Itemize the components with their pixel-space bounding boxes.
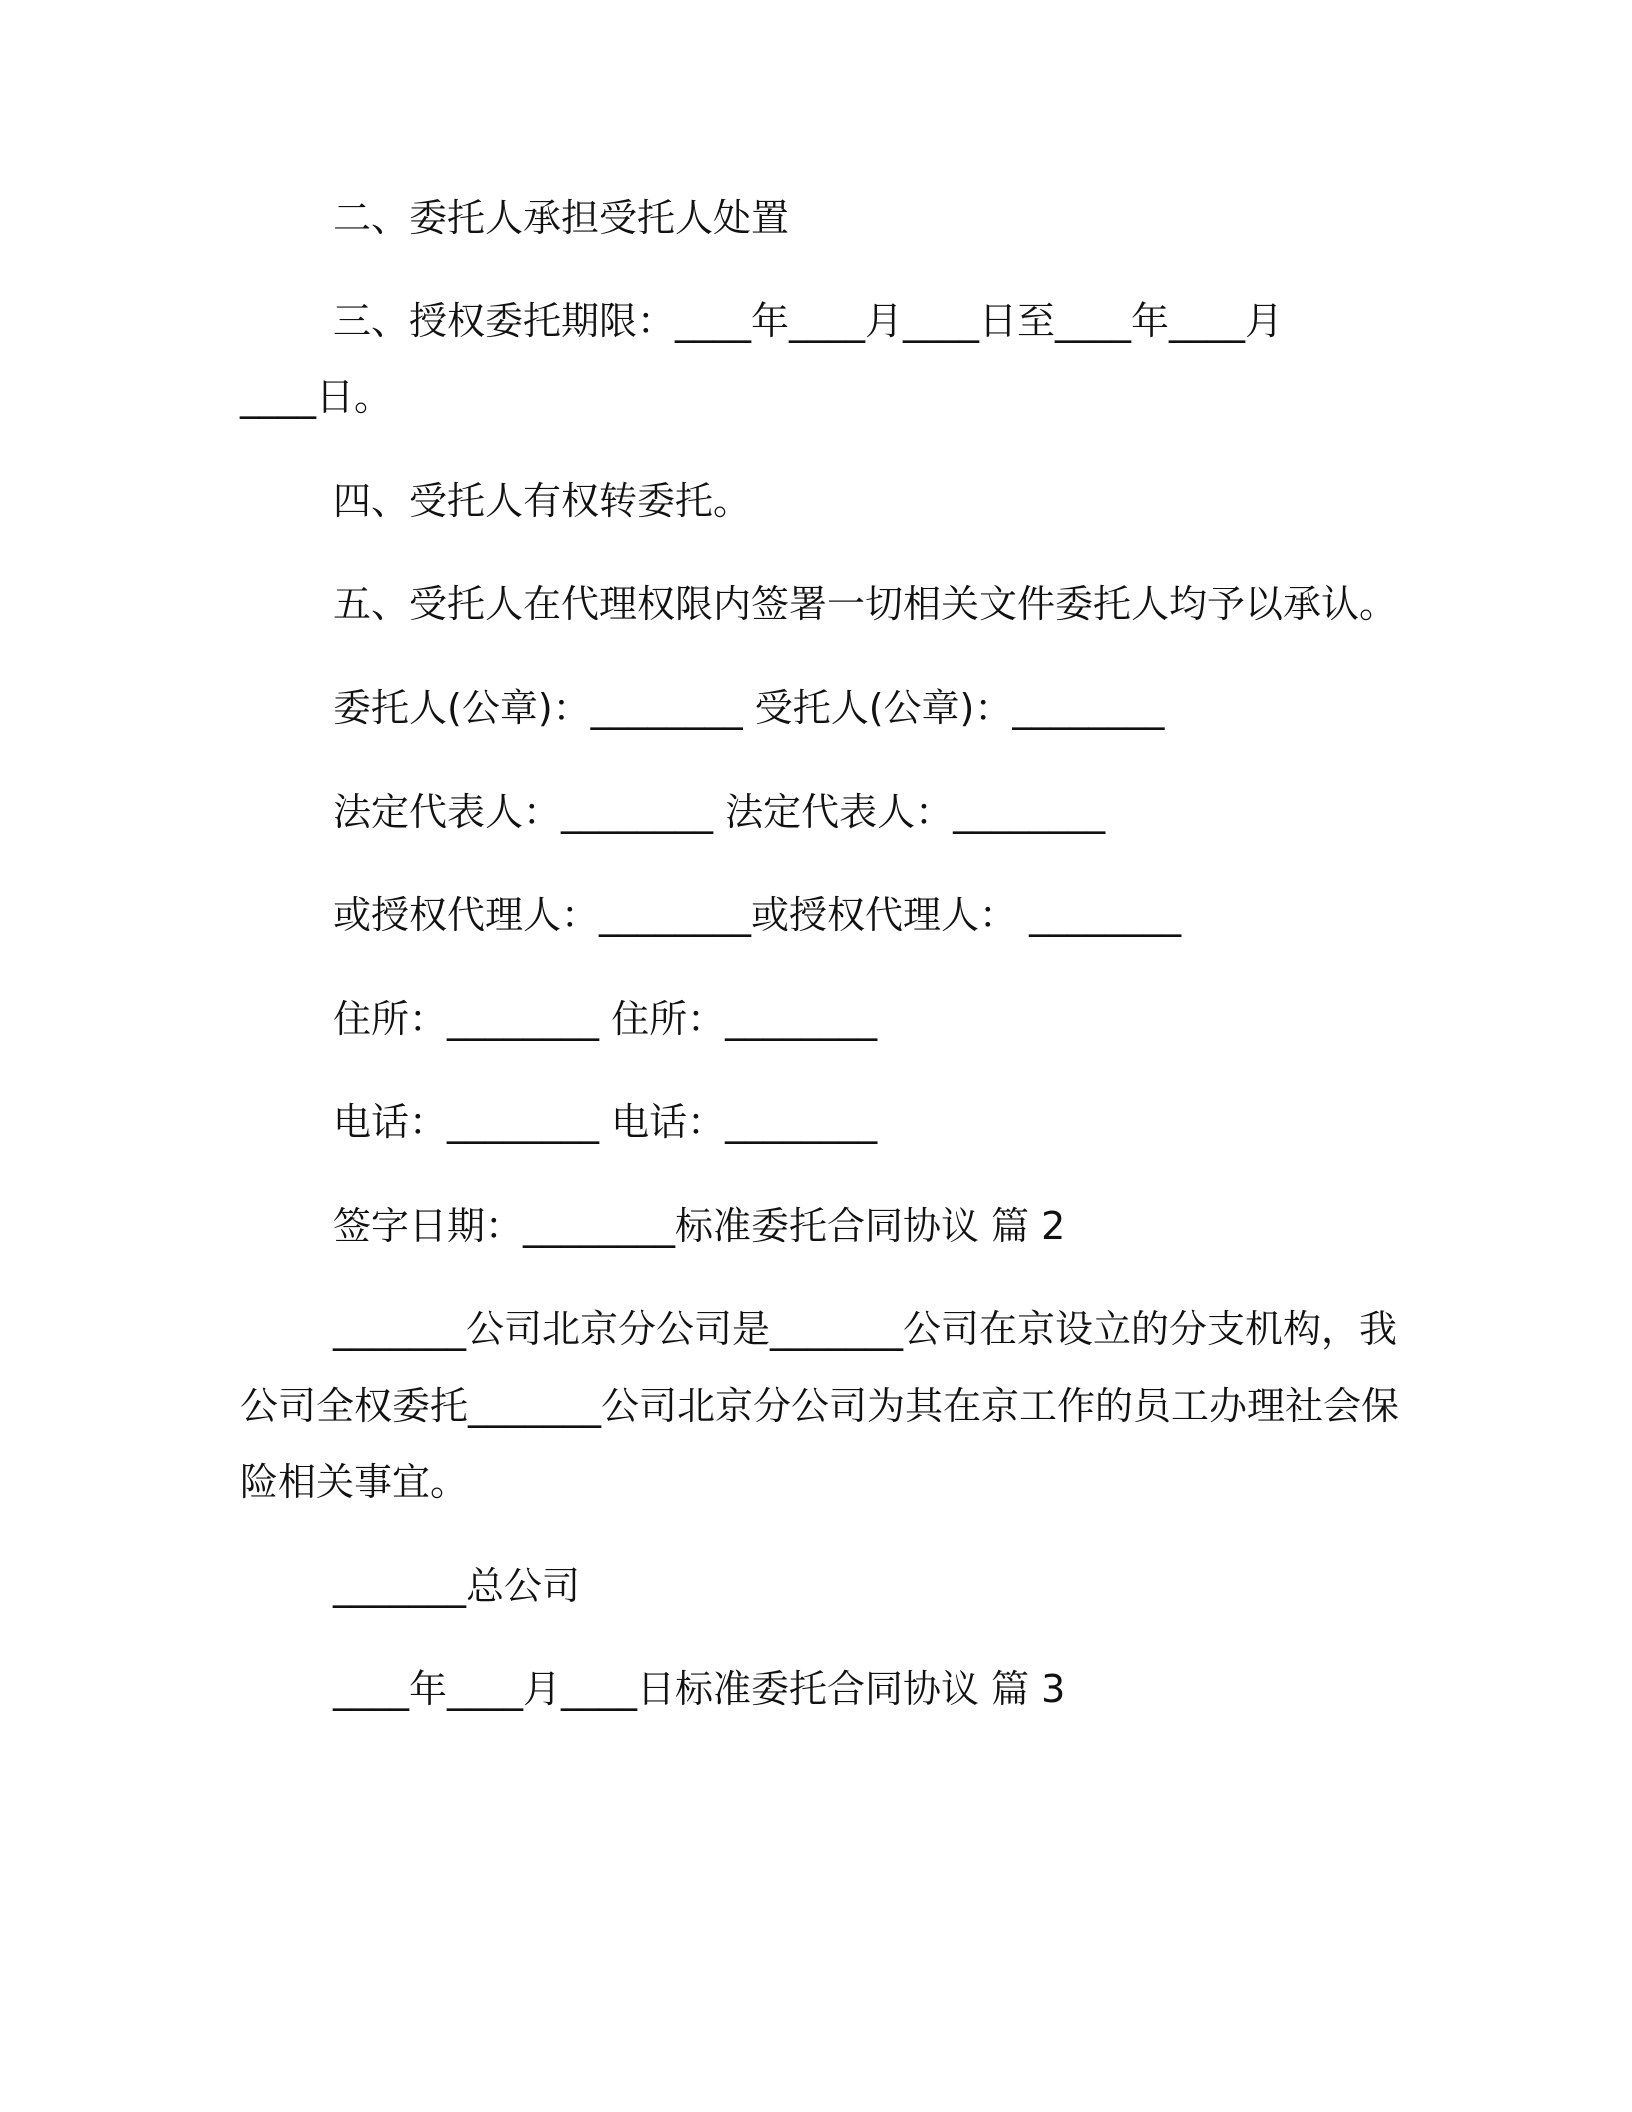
phone-line: 电话：________ 电话：________ [333, 1100, 878, 1144]
head-office-signature: _______总公司 [333, 1564, 581, 1608]
section-2-paragraph-line-3: 险相关事宜。 [240, 1460, 469, 1504]
authorized-agent-line: 或授权代理人：________或授权代理人： ________ [333, 893, 1182, 937]
clause-three: 三、授权委托期限：____年____月____日至____年____月 [333, 299, 1284, 343]
legal-representative-line: 法定代表人：________ 法定代表人：________ [333, 790, 1106, 834]
section-2-paragraph-line-2: 公司全权委托_______公司北京分公司为其在京工作的员工办理社会保 [240, 1384, 1400, 1428]
clause-four: 四、受托人有权转委托。 [333, 479, 752, 523]
clause-three-continued: ____日。 [240, 375, 393, 419]
signature-seal-line: 委托人(公章)：________ 受托人(公章)：________ [333, 686, 1165, 730]
date-and-section-3-title: ____年____月____日标准委托合同协议 篇 3 [333, 1667, 1066, 1711]
section-2-paragraph-line-1: _______公司北京分公司是_______公司在京设立的分支机构，我 [333, 1307, 1398, 1351]
address-line: 住所：________ 住所：________ [333, 997, 878, 1041]
signing-date-and-section-2-title: 签字日期：________标准委托合同协议 篇 2 [333, 1204, 1066, 1248]
clause-two: 二、委托人承担受托人处置 [333, 196, 790, 240]
clause-five: 五、受托人在代理权限内签署一切相关文件委托人均予以承认。 [333, 582, 1398, 626]
